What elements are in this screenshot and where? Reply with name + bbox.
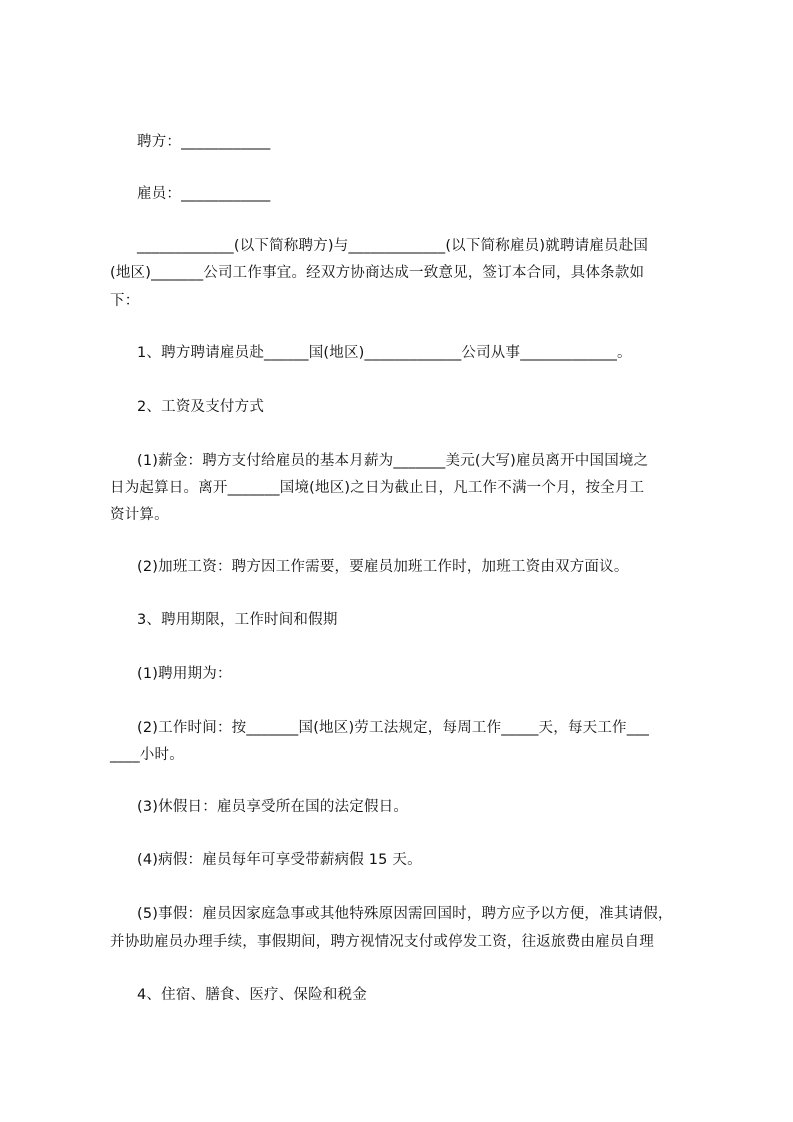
clause-1: 1、聘方聘请雇员赴______国(地区)_____________公司从事_____________。 [137,345,632,361]
intro-line-3: 下： [110,293,140,309]
salary-line-1: (1)薪金：聘方支付给雇员的基本月薪为_______美元(大写)雇员离开中国国境之 [137,453,649,469]
employer-line: 聘方：____________ [137,134,271,150]
clause-4-heading: 4、住宿、膳食、医疗、保险和税金 [137,987,367,1003]
overtime-line: (2)加班工资：聘方因工作需要，要雇员加班工作时，加班工资由双方面议。 [137,559,629,575]
term-line: (1)聘用期为： [137,666,232,682]
clause-2-heading: 2、工资及支付方式 [137,399,265,415]
clause-3-heading: 3、聘用期限，工作时间和假期 [137,612,338,628]
personal-leave-line-1: (5)事假：雇员因家庭急事或其他特殊原因需回国时，聘方应予以方便，准其请假， [137,906,673,922]
hours-line-1: (2)工作时间：按_______国(地区)劳工法规定，每周工作_____天，每天工作___ [137,720,650,736]
personal-leave-line-2: 并协助雇员办理手续，事假期间，聘方视情况支付或停发工资，往返旅费由雇员自理 [110,934,654,950]
salary-line-3: 资计算。 [110,507,169,523]
employee-line: 雇员：____________ [137,186,271,202]
salary-line-2: 日为起算日。离开_______国境(地区)之日为截止日，凡工作不满一个月，按全月工 [110,480,645,496]
hours-line-2: ____小时。 [110,747,184,763]
intro-line-1: _____________(以下简称聘方)与_____________(以下简称雇员)就聘请雇员赴国 [137,238,649,254]
sick-leave-line: (4)病假：雇员每年可享受带薪病假 15 天。 [137,852,422,868]
holidays-line: (3)休假日：雇员享受所在国的法定假日。 [137,799,409,815]
intro-line-2: (地区)_______公司工作事宜。经双方协商达成一致意见，签订本合同，具体条款如 [110,265,645,281]
